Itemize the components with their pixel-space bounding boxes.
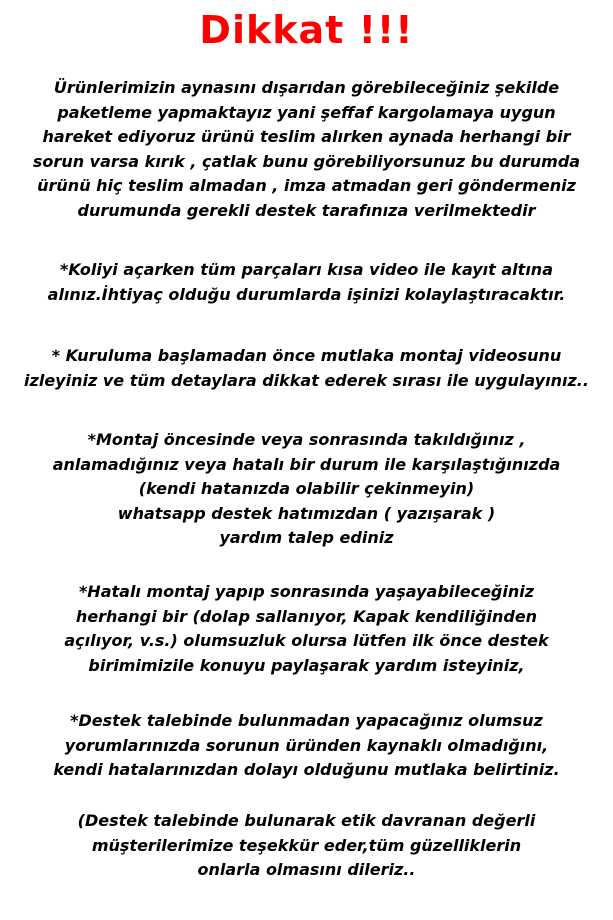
notice-paragraph-whatsapp-support: *Montaj öncesinde veya sonrasında takıldığınız , anlamadığınız veya hatalı bir durum ile karşılaştığınızda (kendi hatanızda olabilir çekinmeyin) whatsapp destek hatımızdan ( yazışarak ) yardım talep ediniz [52,430,561,548]
notice-paragraph-assembly-video: * Kuruluma başlamadan önce mutlaka montaj videosunu izleyiniz ve tüm detaylara dikkat ederek sırası ile uygulayınız.. [24,346,589,390]
notice-paragraph-mirror-check: Ürünlerimizin aynasını dışarıdan görebileceğiniz şekilde paketleme yapmaktayız yani şeffaf kargolamaya uygun hareket ediyoruz ürünü teslim alırken aynada herhangi bir sorun varsa kırık , çatlak bunu görebiliyorsunuz bu durumda ürünü hiç teslim almadan , imza atmadan geri göndermeniz durumunda gerekli destek tarafınıza verilmektedir [32,78,581,220]
page-title: Dikkat !!! [199,8,414,52]
notice-paragraph-thanks: (Destek talebinde bulunarak etik davranan değerli müşterilerimize teşekkür eder,tüm güzelliklerin onlarla olmasını dileriz.. [77,811,536,880]
notice-paragraph-video-record: *Koliyi açarken tüm parçaları kısa video ile kayıt altına alınız.İhtiyaç olduğu durumlarda işinizi kolaylaştıracaktır. [47,260,566,304]
notice-paragraph-faulty-assembly: *Hatalı montaj yapıp sonrasında yaşayabileceğiniz herhangi bir (dolap sallanıyor, Kapak kendiliğinden açılıyor, v.s.) olumsuzluk olursa lütfen ilk önce destek birimimizile konuyu paylaşarak yardım isteyiniz, [64,582,549,675]
notice-paragraph-reviews: *Destek talebinde bulunmadan yapacağınız olumsuz yorumlarınızda sorunun üründen kaynaklı olmadığını, kendi hatalarınızdan dolayı olduğunu mutlaka belirtiniz. [53,711,560,780]
